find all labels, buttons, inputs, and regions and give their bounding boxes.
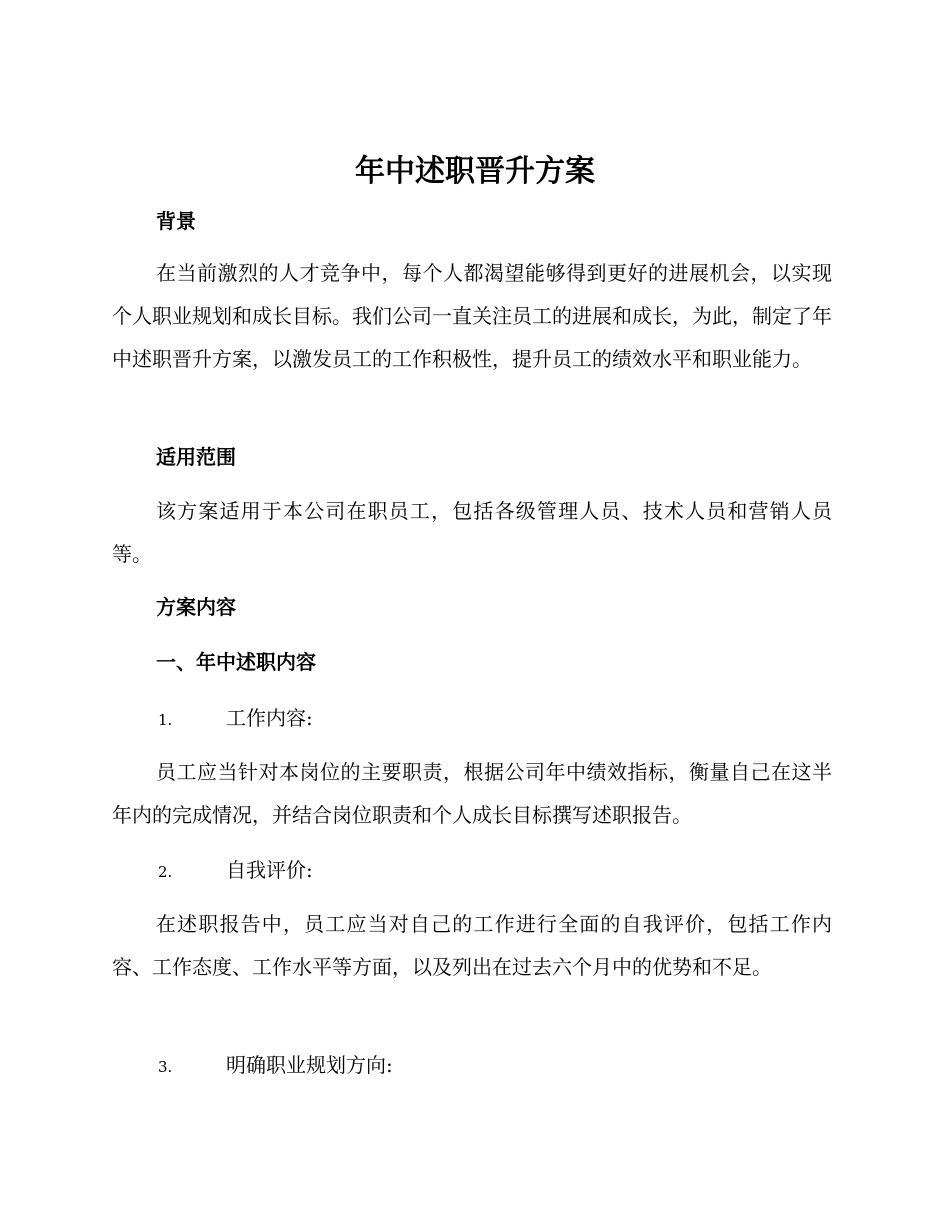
list-label: 明确职业规划方向: [226,1053,393,1077]
document-title: 年中述职晋升方案 [355,154,595,189]
paragraph-scope: 该方案适用于本公司在职员工，包括各级管理人员、技术人员和营销人员等。 [112,499,832,566]
paragraph-item-2: 在述职报告中，员工应当对自己的工作进行全面的自我评价，包括工作内容、工作态度、工作水平等方面，以及列出在过去六个月中的优势和不足。 [112,912,832,979]
list-number: 2. [158,863,173,881]
list-item-1 [158,703,313,735]
list-number: 3. [158,1058,173,1076]
section-heading-content: 方案内容 [156,595,236,619]
list-item-3 [158,1050,393,1082]
paragraph-item-1: 员工应当针对本岗位的主要职责，根据公司年中绩效指标，衡量自己在这半年内的完成情况，并结合岗位职责和个人成长目标撰写述职报告。 [112,760,832,827]
list-item-2 [158,855,313,887]
paragraph-background: 在当前激烈的人才竞争中，每个人都渴望能够得到更好的进展机会，以实现个人职业规划和成长目标。我们公司一直关注员工的进展和成长，为此，制定了年中述职晋升方案，以激发员工的工作积极性，提升员工的绩效水平和职业能力。 [112,261,832,371]
section-heading-scope: 适用范围 [156,445,236,469]
section-heading-part1: 一、年中述职内容 [156,650,316,674]
list-label: 自我评价: [226,858,313,882]
list-number: 1. [158,711,173,729]
section-heading-background: 背景 [156,209,196,233]
list-label: 工作内容: [226,706,313,730]
